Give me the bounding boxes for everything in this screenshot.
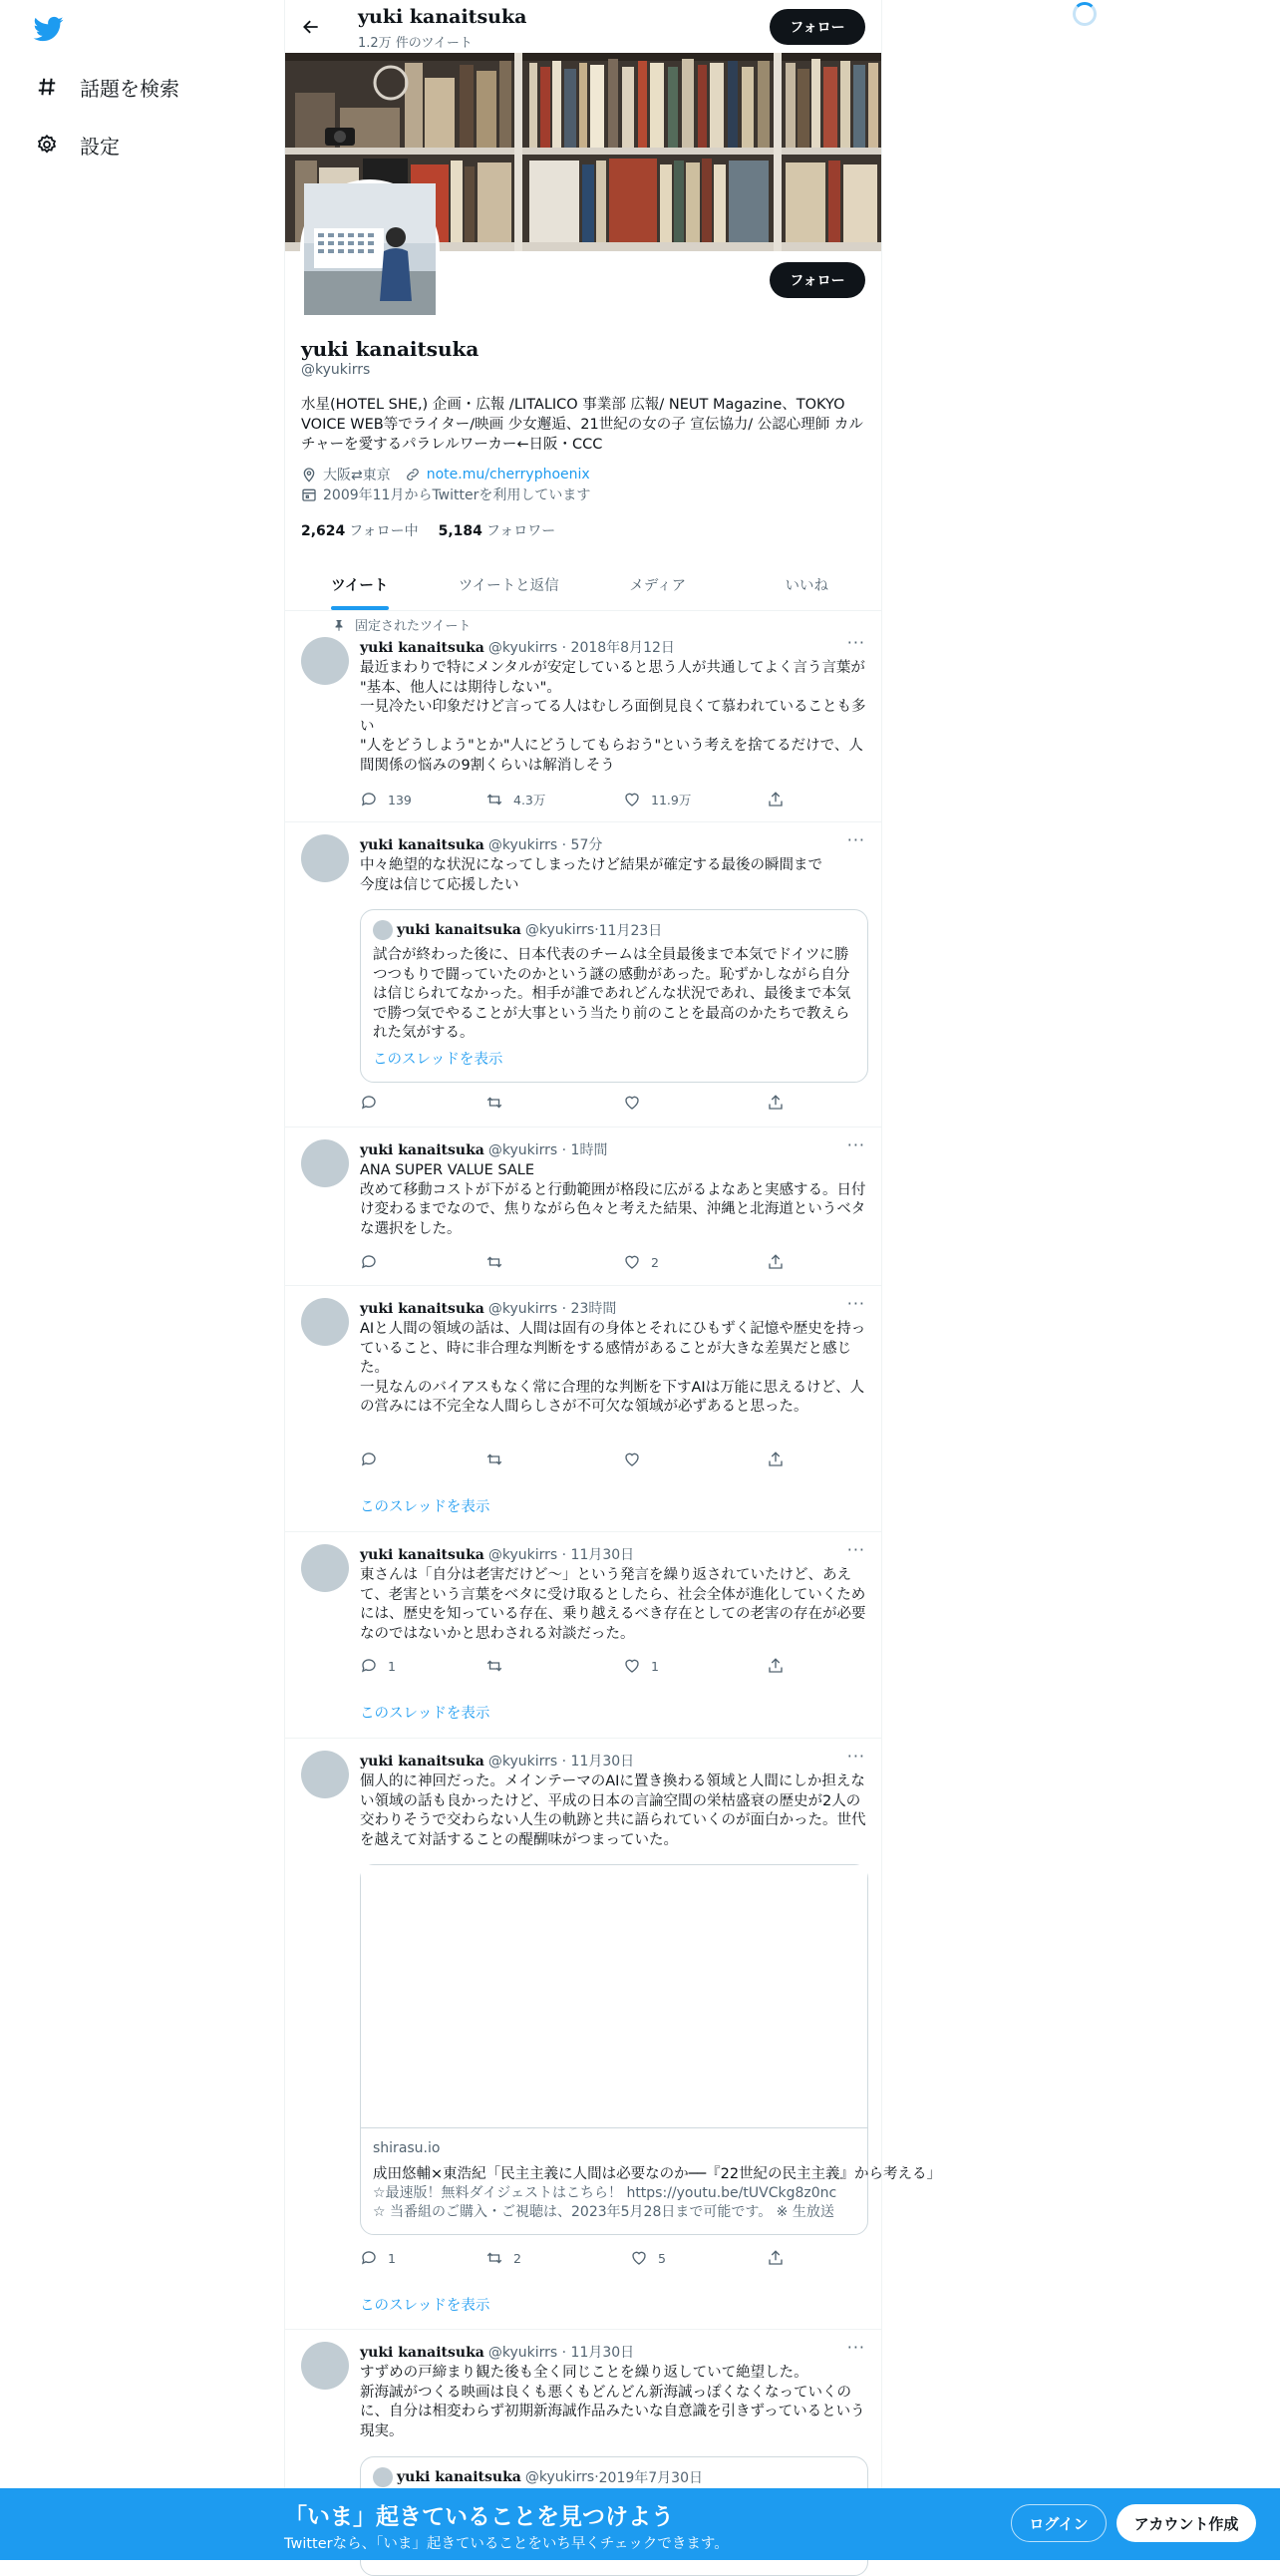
tweet-header: yuki kanaitsuka @kyukirrs · 23時間 (360, 1301, 617, 1317)
reply-button[interactable]: 1 (360, 2249, 396, 2267)
signup-prompt-bar (0, 2488, 1280, 2560)
retweet-button[interactable] (485, 1450, 513, 1468)
share-button[interactable] (767, 1657, 795, 1675)
like-button[interactable]: 1 (623, 1657, 659, 1675)
share-button[interactable] (767, 1253, 795, 1271)
tweet-header: yuki kanaitsuka @kyukirrs · 2018年8月12日 (360, 640, 675, 656)
main-column (284, 0, 942, 2560)
share-icon (767, 791, 785, 808)
signup-prompt-subtitle: Twitterなら、「いま」起きていることをいち早くチェックできます。 (284, 2536, 729, 2552)
quoted-avatar (373, 920, 393, 940)
heart-icon (630, 2249, 648, 2267)
share-icon (767, 1450, 785, 1468)
tweet-actions (360, 1450, 779, 1470)
followers-link[interactable]: 5,184 フォロワー (438, 523, 556, 539)
left-nav (0, 0, 284, 2560)
share-icon (767, 1657, 785, 1675)
twitter-bird-icon[interactable] (34, 14, 64, 44)
retweet-button[interactable] (485, 1094, 513, 1112)
header-tweet-count: 1.2万 件のツイート (358, 36, 473, 51)
retweet-icon (485, 791, 503, 808)
reply-icon (360, 2249, 378, 2267)
reply-button[interactable] (360, 1253, 388, 1271)
signup-button[interactable]: アカウント作成 (1117, 2504, 1256, 2542)
profile-header-bar (285, 0, 881, 53)
link-card[interactable] (360, 1864, 942, 2235)
pin-icon (333, 618, 345, 632)
heart-icon (623, 1094, 641, 1112)
profile-joined: 2009年11月からTwitterを利用しています (323, 487, 591, 503)
reply-icon (360, 791, 378, 808)
tab-media[interactable]: メディア (629, 577, 687, 594)
heart-icon (623, 1657, 641, 1675)
tweet[interactable] (285, 822, 881, 1127)
tweet-avatar[interactable] (301, 1139, 349, 1187)
login-button[interactable]: ログイン (1011, 2504, 1107, 2542)
tweet[interactable] (285, 1532, 881, 1739)
profile-tabs (285, 558, 881, 611)
tweet-actions (360, 791, 779, 810)
show-thread-link[interactable]: このスレッドを表示 (373, 1052, 503, 1068)
tweet-avatar[interactable] (301, 1544, 349, 1592)
reply-button[interactable]: 1 (360, 1657, 396, 1675)
tweet-text: ANA SUPER VALUE SALE 改めて移動コストが下がると行動範囲が格段に広がるよなあと実感する。日付け変わるまでなので、焦りながら色々と考えた結果、沖縄と北海道というベタな選択をした。 (360, 1162, 866, 1237)
tweet-text: 最近まわりで特にメンタルが安定していると思う人が共通してよく言う言葉が "基本、他人には期待しない"。 一見冷たい印象だけど言ってる人はむしろ面倒見良くて慕われていることも多い "人をどうしよう"とか"人にどうしてもらおう"という考えを捨てるだけで、人間関係の悩みの9割くらいは解消しそう (360, 660, 866, 774)
retweet-button[interactable] (485, 1657, 513, 1675)
like-button[interactable] (623, 1450, 651, 1468)
tweet-text: 東さんは「自分は老害だけど〜」という発言を繰り返されていたけど、あえて、老害という言葉をベタに受け取るとしたら、社会全体が進化していくためには、歴史を知っている存在、乗り越えるべき存在としての老害の存在が必要なのではないかと思わされる対談だった。 (360, 1567, 866, 1642)
retweet-icon (485, 2249, 503, 2267)
share-button[interactable] (767, 1094, 795, 1112)
profile-name: yuki kanaitsuka (301, 337, 480, 361)
tweet-actions (360, 1253, 779, 1273)
more-options-icon[interactable]: ··· (846, 1294, 865, 1313)
tweet-avatar[interactable] (301, 637, 349, 685)
retweet-icon (485, 1094, 503, 1112)
nav-settings-label: 設定 (80, 134, 120, 159)
tab-tweets-and-replies[interactable]: ツイートと返信 (458, 577, 559, 594)
tweet-actions (360, 1657, 779, 1677)
tweet-avatar[interactable] (301, 834, 349, 882)
retweet-button[interactable]: 2 (485, 2249, 521, 2267)
header-follow-button[interactable]: フォロー (770, 9, 865, 45)
reply-icon (360, 1450, 378, 1468)
heart-icon (623, 1253, 641, 1271)
profile-follow-button[interactable]: フォロー (770, 262, 865, 298)
tweet-text: 個人的に神回だった。メインテーマのAIに置き換わる領域と人間にしか担えない領域の話も良かったけど、平成の日本の言論空間の栄枯盛衰の歴史が2人の交わりそうで交わらない人生の軌跡と共に語られていくのが面白かった。世代を越えて対話することの醍醐味がつまっていた。 (360, 1773, 866, 1848)
tweet[interactable] (285, 1127, 881, 1286)
like-button[interactable] (623, 1094, 651, 1112)
tweet-text: AIと人間の領域の話は、人間は固有の身体とそれにひもずく記憶や歴史を持っていること、時に非合理な判断をする感情があることが大きな差異だと感じた。 一見なんのバイアスもなく常に合理的な判断を下すAIは万能に思えるけど、人の営みには不完全な人間らしさが不可欠な領域が必ずあると思った。 (360, 1321, 866, 1415)
location-icon (301, 467, 317, 483)
tweet[interactable] (285, 1286, 881, 1532)
more-options-icon[interactable]: ··· (846, 1747, 865, 1766)
tweet-avatar[interactable] (301, 1751, 349, 1798)
show-thread-link[interactable]: このスレッドを表示 (360, 1499, 490, 1515)
tweet-pinned[interactable] (285, 611, 881, 822)
share-icon (767, 2249, 785, 2267)
tweet-text: すずめの戸締まり観た後も全く同じことを繰り返していて絶望した。 新海誠がつくる映画は良くも悪くもどんどん新海誠っぽくなくなっていくのに、自分は相変わらず初期新海誠作品みたいな自意識を引きずっているという現実。 (360, 2365, 865, 2439)
heart-icon (623, 1450, 641, 1468)
link-icon (405, 467, 421, 483)
like-button[interactable]: 5 (630, 2249, 666, 2267)
profile-handle: @kyukirrs (301, 362, 371, 378)
reply-icon (360, 1094, 378, 1112)
link-card-description: ☆最速版！無料ダイジェストはこちら！ https://youtu.be/tUVCkg8z0nc ☆ 当番組のご購入・ご視聴は、2023年5月28日まで可能です。 ※ 生放送 (373, 2185, 837, 2220)
tab-likes[interactable]: いいね (785, 577, 828, 594)
hashtag-icon (34, 74, 60, 100)
nav-explore[interactable] (34, 67, 179, 107)
signup-prompt-title: 「いま」起きていることを見つけよう (284, 2504, 674, 2530)
tweet[interactable] (285, 1739, 942, 2330)
tweet-text: 中々絶望的な状況になってしまったけど結果が確定する最後の瞬間まで 今度は信じて応援したい (360, 857, 822, 893)
reply-button[interactable] (360, 1094, 388, 1112)
link-card-title: 成田悠輔×東浩紀「民主主義に人間は必要なのか──『22世紀の民主主義』から考える」 (373, 2166, 942, 2182)
share-button[interactable] (767, 2249, 795, 2267)
profile-location: 大阪⇄東京 (323, 468, 391, 483)
quoted-tweet-header: yuki kanaitsuka @kyukirrs · 2019年7月30日 (373, 2467, 703, 2487)
share-icon (767, 1253, 785, 1271)
tab-tweets[interactable]: ツイート (285, 558, 435, 610)
show-thread-link[interactable]: このスレッドを表示 (360, 1706, 490, 1722)
profile-avatar[interactable] (300, 179, 440, 319)
tweet-header: yuki kanaitsuka @kyukirrs · 11月30日 (360, 2345, 635, 2361)
reply-icon (360, 1657, 378, 1675)
tweet-avatar[interactable] (301, 2342, 349, 2390)
tweet-actions (360, 1094, 779, 1114)
tweet-avatar[interactable] (301, 1298, 349, 1346)
nav-settings[interactable] (34, 125, 120, 164)
profile-meta-row (301, 465, 590, 484)
more-options-icon[interactable]: ··· (846, 2338, 865, 2357)
share-button[interactable] (767, 791, 795, 808)
following-link[interactable]: 2,624 フォロー中 (301, 523, 419, 539)
reply-icon (360, 1253, 378, 1271)
retweet-icon (485, 1253, 503, 1271)
calendar-icon (301, 486, 317, 502)
header-name: yuki kanaitsuka (358, 6, 527, 28)
like-button[interactable]: 2 (623, 1253, 659, 1271)
reply-button[interactable] (360, 1450, 388, 1468)
retweet-button[interactable]: 4.3万 (485, 791, 545, 808)
like-button[interactable]: 11.9万 (623, 791, 691, 808)
pinned-label: 固定されたツイート (333, 615, 471, 634)
tweet-header: yuki kanaitsuka @kyukirrs · 11月30日 (360, 1754, 635, 1770)
share-icon (767, 1094, 785, 1112)
quoted-tweet-header: yuki kanaitsuka @kyukirrs · 11月23日 (373, 920, 662, 940)
link-card-domain: shirasu.io (373, 2140, 441, 2156)
share-button[interactable] (767, 1450, 795, 1468)
reply-button[interactable]: 139 (360, 791, 412, 808)
quoted-tweet-text: 試合が終わった後に、日本代表のチームは全員最後まで本気でドイツに勝つつもりで闘っていたのかという謎の感動があった。恥ずかしながら自分は信じられてなかった。相手が誰であれどんな状況であれ、最後まで本気で勝つ気でやることが大事という当たり前のことを最高のかたちで教えられた気がする。 (373, 947, 851, 1041)
retweet-icon (485, 1657, 503, 1675)
tweet-header: yuki kanaitsuka @kyukirrs · 57分 (360, 837, 603, 853)
tweet-header: yuki kanaitsuka @kyukirrs · 11月30日 (360, 1547, 635, 1563)
nav-explore-label: 話題を検索 (80, 76, 179, 101)
more-options-icon[interactable]: ··· (846, 1540, 865, 1559)
quoted-tweet[interactable] (360, 909, 868, 1083)
show-thread-link[interactable]: このスレッドを表示 (360, 2298, 490, 2314)
tweet-actions (360, 2249, 779, 2269)
retweet-icon (485, 1450, 503, 1468)
back-arrow-icon[interactable] (297, 13, 325, 41)
link-card-image (361, 1865, 867, 2128)
retweet-button[interactable] (485, 1253, 513, 1271)
profile-joined-row (301, 484, 590, 504)
more-options-icon[interactable]: ··· (846, 830, 865, 849)
tweet-header: yuki kanaitsuka @kyukirrs · 1時間 (360, 1142, 608, 1158)
loading-spinner (1073, 2, 1097, 26)
quoted-avatar (373, 2467, 393, 2487)
heart-icon (623, 791, 641, 808)
profile-bio: 水星(HOTEL SHE,) 企画・広報 /LITALICO 事業部 広報/ NEUT Magazine、TOKYO VOICE WEB等でライター/映画 少女邂逅、21世紀の女の子 宣伝協力/ 公認心理師 カルチャーを愛するパラレルワーカー←日阪・CCC (301, 397, 863, 453)
profile-website-link[interactable]: note.mu/cherryphoenix (426, 467, 590, 483)
more-options-icon[interactable]: ··· (846, 633, 865, 652)
gear-icon (34, 132, 60, 158)
more-options-icon[interactable]: ··· (846, 1135, 865, 1154)
follow-stats (301, 520, 575, 540)
